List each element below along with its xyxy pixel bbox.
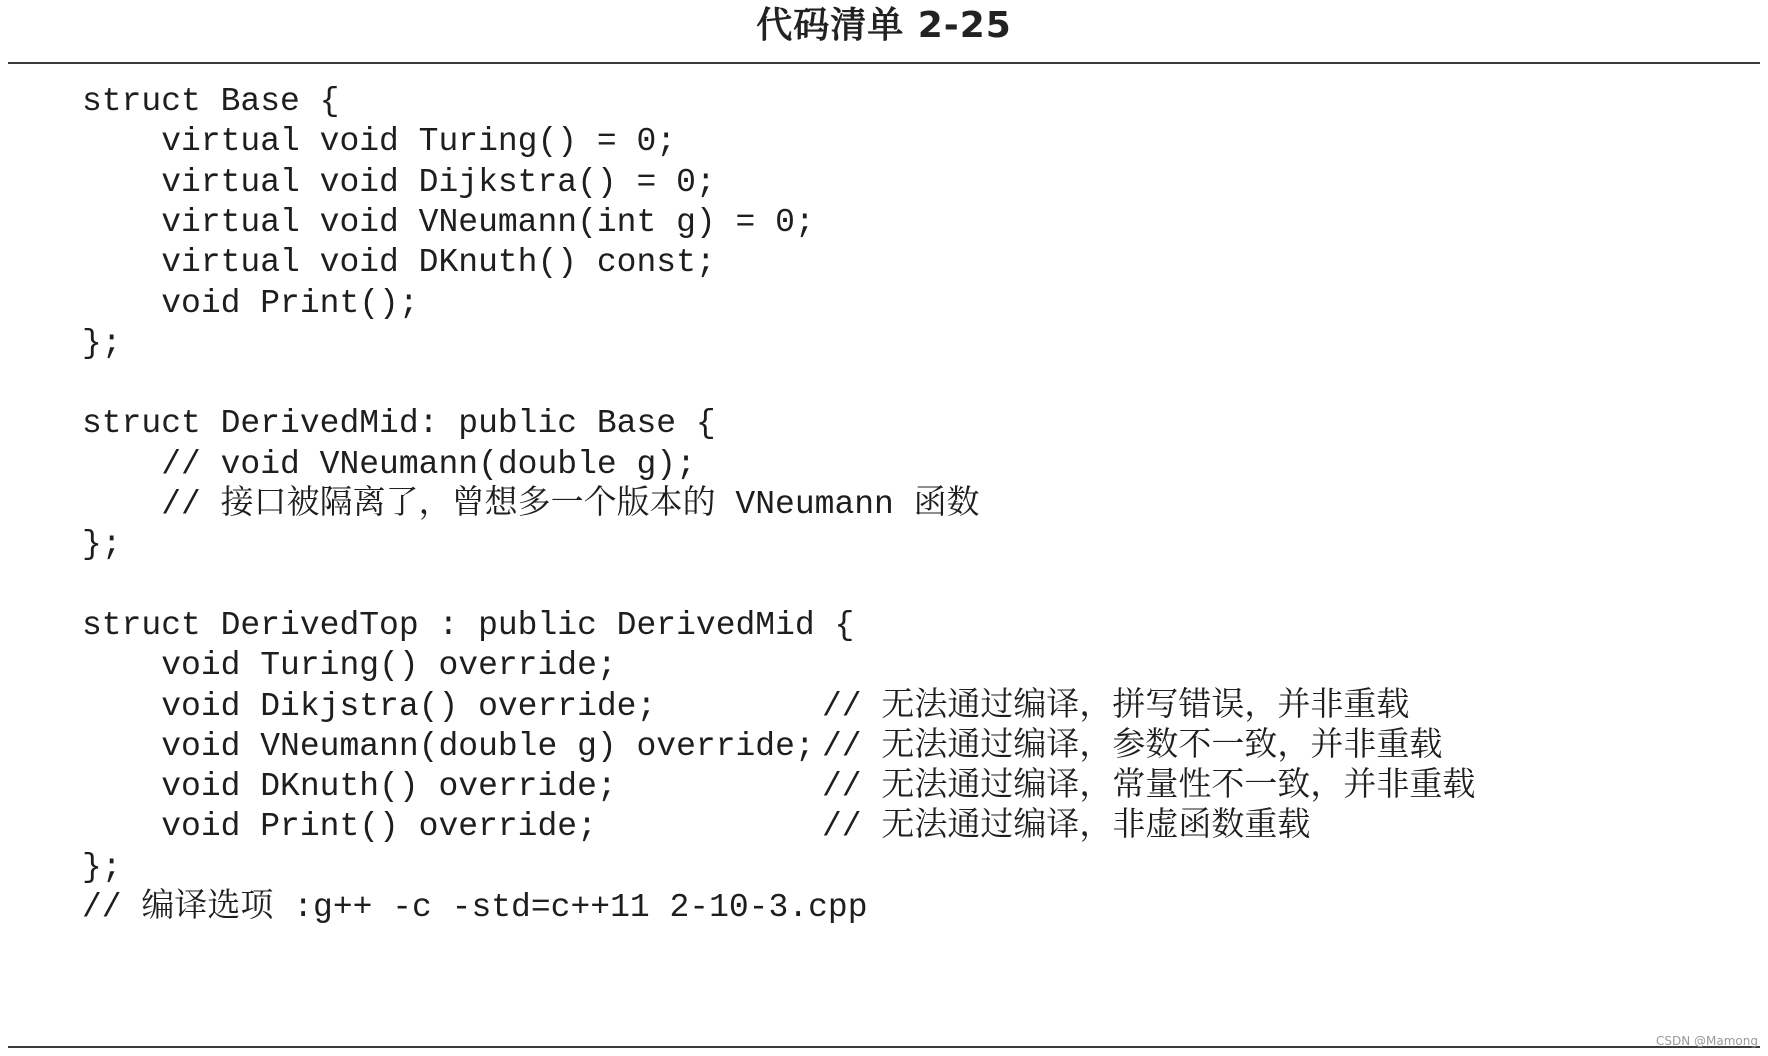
code-text: }; — [82, 849, 122, 886]
code-comment: // 无法通过编译，拼写错误，并非重载 — [822, 688, 1410, 725]
code-text: struct DerivedMid: public Base { — [82, 405, 716, 442]
code-text: virtual void Dijkstra() = 0; — [82, 164, 716, 201]
code-text: }; — [82, 325, 122, 362]
code-text: // 编译选项 :g++ -c -std=c++11 2-10-3.cpp — [82, 889, 868, 926]
code-comment: // 无法通过编译，非虚函数重载 — [822, 808, 1311, 845]
code-text: struct Base { — [82, 83, 340, 120]
code-text: }; — [82, 526, 122, 563]
code-text: struct DerivedTop : public DerivedMid { — [82, 607, 855, 644]
code-text: virtual void Turing() = 0; — [82, 123, 677, 160]
watermark: CSDN @Mamong — [1656, 1034, 1758, 1048]
code-comment: // 无法通过编译，参数不一致，并非重载 — [822, 728, 1443, 765]
code-text: void DKnuth() override; — [82, 768, 617, 805]
code-text: void Print() override; — [82, 808, 597, 845]
listing-title: 代码清单 2-25 — [756, 5, 1012, 46]
bottom-rule — [8, 1046, 1760, 1048]
code-text: void VNeumann(double g) override; — [82, 728, 815, 765]
code-text: // void VNeumann(double g); — [82, 446, 696, 483]
code-text: virtual void VNeumann(int g) = 0; — [82, 204, 815, 241]
code-text: void Dikjstra() override; — [82, 688, 657, 725]
top-rule — [8, 62, 1760, 64]
code-text: virtual void DKnuth() const; — [82, 244, 716, 281]
code-comment: // 无法通过编译，常量性不一致，并非重载 — [822, 768, 1476, 805]
code-text: // 接口被隔离了，曾想多一个版本的 VNeumann 函数 — [82, 486, 980, 523]
code-text: void Print(); — [82, 285, 419, 322]
code-text: void Turing() override; — [82, 647, 617, 684]
